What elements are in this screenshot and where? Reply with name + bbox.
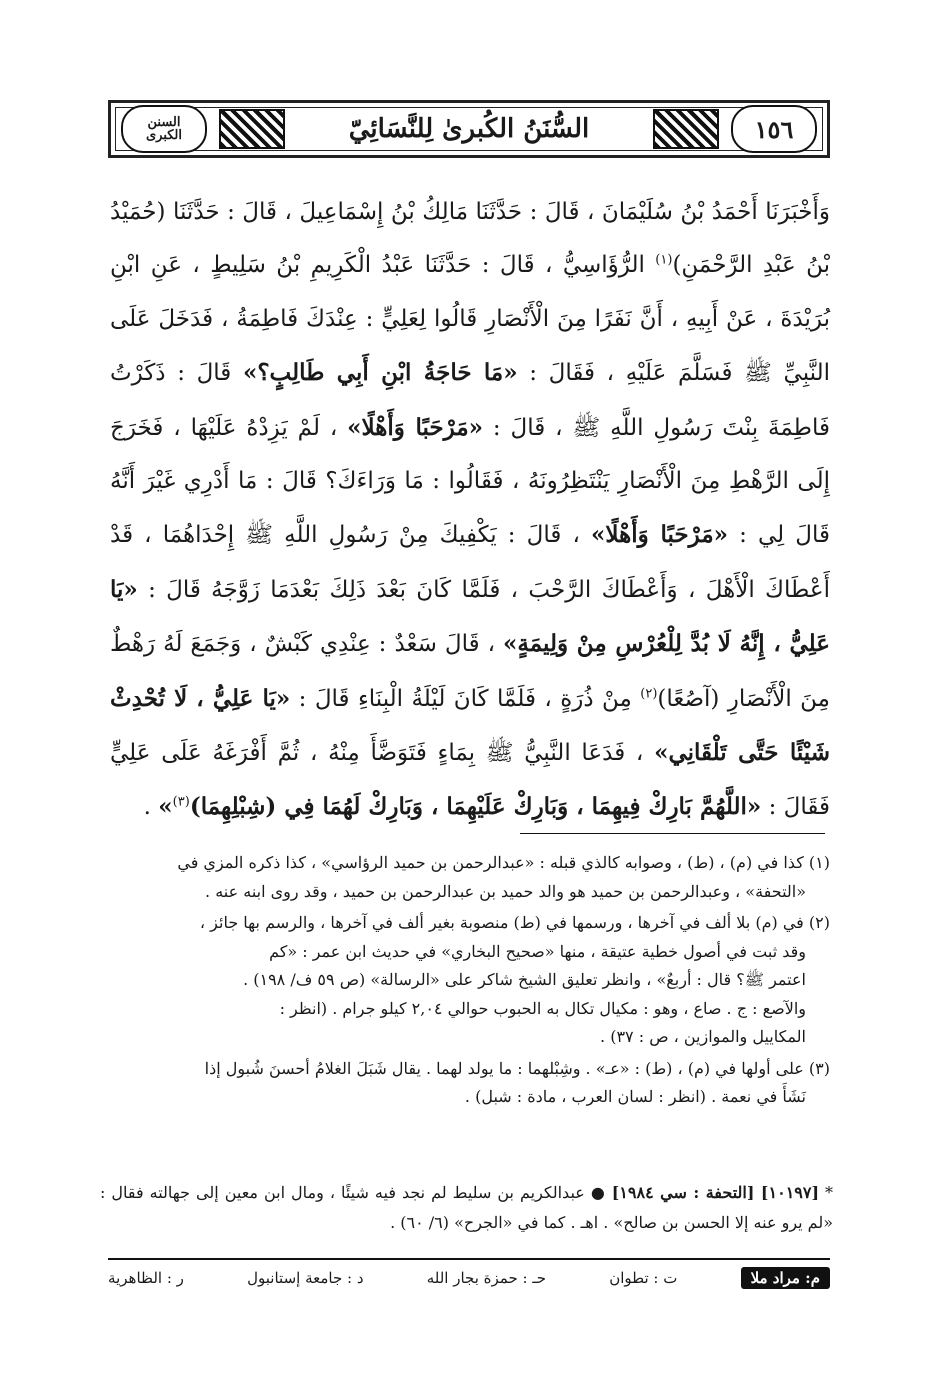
- footnote-ref-3: (٣): [172, 794, 190, 810]
- ornament-band-left: [219, 109, 285, 149]
- hadith-reference: [١٠١٩٧] [التحفة : سي ١٩٨٤]: [611, 1183, 820, 1202]
- prophet-quote: «اللَّهُمَّ بَارِكْ فِيهِمَا ، وَبَارِكْ عَلَيْهِمَا ، وَبَارِكْ لَهُمَا فِي (شِبْلِهِمَا): [189, 793, 762, 821]
- manuscript-key: [108, 1264, 830, 1292]
- text-segment: ، فَدَعَا النَّبِيُّ ﷺ بِمَاءٍ فَتَوَضَّأَ مِنْهُ ، ثُمَّ أَفْرَغَهُ عَلَى عَلِيٍّ فَقَالَ :: [110, 740, 830, 821]
- footnote-number: (٣): [808, 1058, 830, 1078]
- text-segment: مِنْ ذُرَةٍ ، فَلَمَّا كَانَ لَيْلَةُ الْبِنَاءِ قَالَ :: [290, 685, 641, 712]
- takhrij-text: جهالته فقال : «لم يرو عنه إلا الحسن بن صالح» . اهـ . كما في «الجرح» (٦/ ٦٠) .: [100, 1183, 833, 1232]
- takhrij-text: عبدالكريم بن سليط لم نجد فيه شيئًا ، ومال ابن معين إلى: [196, 1183, 585, 1202]
- footnote-2: [108, 909, 830, 1052]
- prophet-quote: «يَا عَلِيُّ ، لَا تُحْدِثْ شَيْئًا حَتَّى تَلْقَانِي»: [110, 684, 830, 767]
- text-segment: قَالَ : ذَكَرْتُ فَاطِمَةَ بِنْتَ رَسُولِ اللَّهِ ﷺ ، قَالَ :: [110, 360, 830, 441]
- footnote-line: في (م) بلا ألف في آخرها ، ورسمها في (ط) منصوبة بغير ألف في آخرها ، والرسم بها جائز ،: [199, 913, 804, 932]
- footnote-line: على أولها في (م) ، (ط) : «عـ» . وشِبْلهما : ما يولد لهما . يقال شَبَلَ الغلامُ أحسنَ شُبول إذا: [204, 1058, 804, 1078]
- takhrij-note: [100, 1178, 833, 1238]
- text-segment: الرُّؤَاسِيُّ ، قَالَ : حَدَّثَنَا عَبْدُ الْكَرِيمِ بْنُ سَلِيطٍ ، عَنِ ابْنِ بُرَيْدَةَ ، عَنْ أَبِيهِ ، أَنَّ نَفَرًا مِنَ الْأَنْصَارِ قَالُوا لِعَلِيٍّ : عِنْدَكَ فَاطِمَةُ ، فَدَخَلَ عَلَى النَّبِيِّ ﷺ فَسَلَّمَ عَلَيْهِ ، فَقَالَ :: [110, 252, 830, 387]
- text-segment: وَأَخْبَرَنَا أَحْمَدُ بْنُ سُلَيْمَانَ ، قَالَ : حَدَّثَنَا مَالِكُ بْنُ إِسْمَاعِيلَ ، قَالَ : حَدَّثَنَا (حُمَيْدُ بْنُ عَبْدِ الرَّحْمَنِ): [110, 199, 830, 279]
- prophet-quote: «مَا حَاجَةُ ابْنِ أَبِي طَالِبٍ؟»: [242, 359, 518, 387]
- footnote-number: (٢): [808, 913, 830, 932]
- manuscript-m: م: مراد ملا: [741, 1267, 830, 1289]
- footnote-line: اعتمر ﷺ؟ قال : أربعٌ» ، وانظر تعليق الشيخ شاكر على «الرسالة» (ص ٥٩ ف/ ١٩٨) .: [243, 970, 806, 989]
- prophet-quote: «مَرْحَبًا وَأَهْلًا»: [590, 521, 729, 549]
- manuscript-d: د : جامعة إستانبول: [247, 1269, 364, 1287]
- text-segment: ، قَالَ سَعْدٌ : عِنْدِي كَبْشٌ ، وَجَمَعَ لَهُ رَهْطٌ مِنَ الْأَنْصَارِ (آصُعًا): [110, 631, 830, 712]
- footnote-divider: [520, 833, 825, 834]
- manuscript-h: حـ : حمزة بجار الله: [426, 1269, 547, 1287]
- footnote-number: (١): [808, 853, 830, 872]
- ornament-band-right: [653, 109, 719, 149]
- footnote-line: «التحفة» ، وعبدالرحمن بن حميد هو والد حميد بن عبدالرحمن بن حميد ، وقد روى ابنه عنه .: [205, 881, 806, 901]
- text-end: .: [143, 794, 159, 821]
- footnote-1: [108, 849, 830, 906]
- logo-text-top: السنن: [147, 115, 181, 130]
- footnote-line: والآصع : ج . صاع ، وهو : مكيال تكال به الحبوب حوالي ٢,٠٤ كيلو جرام . (انظر :: [279, 998, 806, 1018]
- prophet-quote: «يَا عَلِيُّ ، إِنَّهُ لَا بُدَّ لِلْعُرْسِ مِنْ وَلِيمَةٍ»: [110, 575, 830, 658]
- bullet-icon: ●: [590, 1183, 606, 1202]
- logo-text-bottom: الكبرى: [145, 128, 183, 143]
- manuscript-t: ت : تطوان: [609, 1269, 678, 1287]
- footnote-line: المكاييل والموازين ، ص : ٣٧) .: [600, 1027, 806, 1046]
- footnote-line: كذا في (م) ، (ط) ، وصوابه كالذي قبله : «عبدالرحمن بن حميد الرؤاسي» ، كذا ذكره المزي في: [177, 853, 804, 872]
- book-logo: [121, 105, 207, 153]
- footnote-ref-2: (٢): [640, 686, 658, 701]
- footnote-3: [108, 1055, 830, 1112]
- footnote-ref-1: (١): [655, 252, 673, 268]
- quote-close: »: [158, 793, 173, 821]
- footnotes: [108, 849, 830, 1115]
- page-number: ١٥٦: [754, 114, 794, 144]
- book-title: السُّنَنُ الكُبرىٰ لِلنَّسَائِيّ: [348, 114, 590, 144]
- page-header: [108, 100, 830, 158]
- footnote-line: وقد ثبت في أصول خطية عتيقة ، منها «صحيح البخاري» في حديث ابن عمر : «كم: [269, 941, 806, 961]
- bottom-divider: [108, 1258, 830, 1260]
- text-segment: ، لَمْ يَزِدْهُ عَلَيْهَا ، فَخَرَجَ إِلَى الرَّهْطِ مِنَ الْأَنْصَارِ يَنْتَظِرُونَهُ ، فَقَالُوا : مَا وَرَاءَكَ؟ قَالَ : مَا أَدْرِي غَيْرَ أَنَّهُ قَالَ لِي :: [110, 414, 830, 549]
- manuscript-r: ر : الظاهرية: [108, 1269, 184, 1287]
- page-number-medallion: [731, 105, 817, 153]
- hadith-text: [110, 186, 830, 835]
- text-segment: ، قَالَ : يَكْفِيكَ مِنْ رَسُولِ اللَّهِ ﷺ إِحْدَاهُمَا ، قَدْ أَعْطَاكَ الْأَهْلَ ، وَأَعْطَاكَ الرَّحْبَ ، فَلَمَّا كَانَ بَعْدَ ذَلِكَ بَعْدَمَا زَوَّجَهُ قَالَ :: [110, 522, 830, 603]
- prophet-quote: «مَرْحَبًا وَأَهْلًا»: [347, 413, 484, 441]
- footnote-line: نَشَأَ في نعمة . (انظر : لسان العرب ، مادة : شبل) .: [464, 1087, 806, 1106]
- star-icon: *: [825, 1183, 834, 1202]
